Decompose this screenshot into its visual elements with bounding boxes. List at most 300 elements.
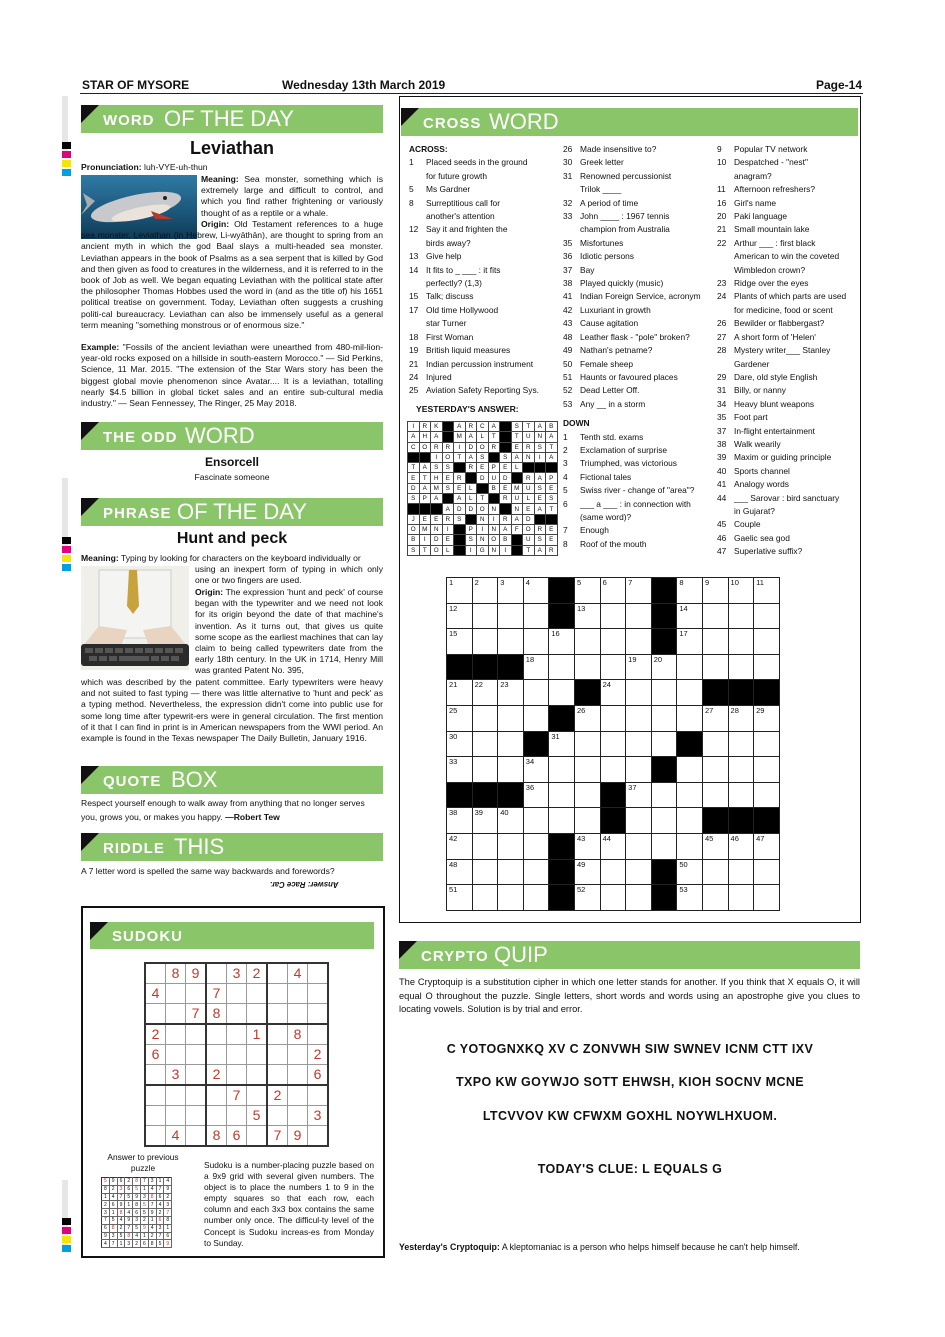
yesterday-cell: R xyxy=(442,442,454,452)
color-swatch xyxy=(62,151,71,158)
sudoku-cell[interactable] xyxy=(288,1045,308,1065)
sudoku-cell[interactable] xyxy=(186,984,207,1004)
crossword-cell[interactable]: 44 xyxy=(600,833,626,859)
crossword-cell[interactable] xyxy=(498,885,524,911)
crossword-cell[interactable] xyxy=(626,885,652,911)
sudoku-cell[interactable] xyxy=(227,1045,247,1065)
odd-banner-b: WORD xyxy=(185,423,255,448)
sudoku-cell[interactable]: 2 xyxy=(145,1024,166,1045)
sudoku-cell[interactable] xyxy=(308,984,329,1004)
crossword-cell[interactable]: 18 xyxy=(523,654,549,680)
crossword-cell[interactable] xyxy=(472,885,498,911)
crossword-cell[interactable] xyxy=(549,757,575,783)
crossword-cell[interactable] xyxy=(549,578,575,604)
clue-item: 46 Gaelic sea god xyxy=(717,532,790,543)
crossword-cell[interactable] xyxy=(754,629,780,655)
crossword-cell[interactable] xyxy=(574,654,600,680)
crossword-cell[interactable] xyxy=(651,782,677,808)
sudoku-cell[interactable] xyxy=(145,1065,166,1086)
sudoku-cell[interactable] xyxy=(206,1085,227,1106)
crossword-cell[interactable]: 29 xyxy=(754,705,780,731)
crossword-cell[interactable]: 8 xyxy=(677,578,703,604)
crossword-cell[interactable] xyxy=(677,705,703,731)
yesterday-cell: N xyxy=(488,504,500,514)
sudoku-prev-cell: 3 xyxy=(102,1209,110,1217)
sudoku-cell[interactable] xyxy=(145,1106,166,1126)
crossword-cell[interactable]: 28 xyxy=(728,705,754,731)
sudoku-cell[interactable] xyxy=(166,1045,186,1065)
sudoku-cell[interactable]: 7 xyxy=(186,1004,207,1025)
crossword-cell[interactable] xyxy=(549,782,575,808)
sudoku-cell[interactable] xyxy=(206,1045,227,1065)
yesterday-cell: P xyxy=(465,524,477,534)
yesterday-cell: U xyxy=(523,483,535,493)
crossword-cell[interactable] xyxy=(626,680,652,706)
sudoku-cell[interactable] xyxy=(145,963,166,984)
crossword-cell[interactable] xyxy=(574,731,600,757)
sudoku-cell[interactable]: 8 xyxy=(166,963,186,984)
crossword-cell[interactable] xyxy=(626,833,652,859)
crossword-cell[interactable] xyxy=(498,757,524,783)
crossword-cell[interactable] xyxy=(702,603,728,629)
yesterday-cell: R xyxy=(465,422,477,432)
sudoku-cell[interactable] xyxy=(308,1004,329,1025)
crossword-cell[interactable] xyxy=(651,705,677,731)
crossword-cell[interactable] xyxy=(549,808,575,834)
clue-item: 6 ___ a ___ : in connection with xyxy=(563,498,691,509)
sudoku-cell[interactable] xyxy=(186,1024,207,1045)
crossword-cell[interactable]: 48 xyxy=(447,859,473,885)
crossword-grid[interactable] xyxy=(446,577,780,911)
crossword-cell[interactable] xyxy=(626,629,652,655)
crossword-cell[interactable]: 6 xyxy=(600,578,626,604)
crossword-cell[interactable] xyxy=(702,757,728,783)
crossword-cell[interactable] xyxy=(728,603,754,629)
crossword-cell[interactable]: 10 xyxy=(728,578,754,604)
sudoku-cell[interactable] xyxy=(308,1024,329,1045)
crossword-cell[interactable] xyxy=(677,833,703,859)
crossword-cell[interactable]: 40 xyxy=(498,808,524,834)
sudoku-cell[interactable] xyxy=(186,1045,207,1065)
crossword-cell[interactable] xyxy=(549,603,575,629)
clue-item: 50 Female sheep xyxy=(563,358,634,369)
crossword-cell[interactable] xyxy=(728,782,754,808)
crossword-cell[interactable] xyxy=(651,680,677,706)
crossword-cell[interactable]: 4 xyxy=(523,578,549,604)
yesterday-cell: H xyxy=(431,473,443,483)
sudoku-prev-cell: 5 xyxy=(117,1232,125,1240)
crossword-cell[interactable] xyxy=(600,859,626,885)
crossword-cell[interactable]: 50 xyxy=(677,859,703,885)
sudoku-cell[interactable]: 8 xyxy=(206,1004,227,1025)
crossword-cell[interactable] xyxy=(677,757,703,783)
crossword-cell[interactable] xyxy=(472,654,498,680)
sudoku-cell[interactable]: 8 xyxy=(288,1024,308,1045)
yesterday-cell: D xyxy=(408,483,420,493)
sudoku-cell[interactable] xyxy=(166,1024,186,1045)
crossword-cell[interactable] xyxy=(702,654,728,680)
crossword-cell[interactable]: 34 xyxy=(523,757,549,783)
crossword-cell[interactable]: 15 xyxy=(447,629,473,655)
sudoku-cell[interactable] xyxy=(166,1106,186,1126)
crossword-cell[interactable] xyxy=(498,654,524,680)
yesterday-cell: A xyxy=(465,452,477,462)
crossword-cell[interactable] xyxy=(600,629,626,655)
crossword-cell[interactable] xyxy=(626,859,652,885)
clue-item: 53 Any __ in a storm xyxy=(563,398,646,409)
sudoku-cell[interactable] xyxy=(247,1004,268,1025)
sudoku-cell[interactable] xyxy=(288,1085,308,1106)
crossword-cell[interactable] xyxy=(626,705,652,731)
sudoku-cell[interactable] xyxy=(186,1085,207,1106)
clue-item: anagram? xyxy=(734,170,772,181)
crossword-cell[interactable] xyxy=(651,578,677,604)
yesterday-cell: E xyxy=(408,473,420,483)
crossword-cell[interactable]: 52 xyxy=(574,885,600,911)
crossword-cell[interactable] xyxy=(549,680,575,706)
crossword-cell[interactable] xyxy=(651,808,677,834)
sudoku-cell[interactable]: 1 xyxy=(247,1024,268,1045)
crossword-cell[interactable]: 31 xyxy=(549,731,575,757)
crossword-cell[interactable] xyxy=(651,885,677,911)
crossword-cell[interactable] xyxy=(754,603,780,629)
crossword-cell[interactable] xyxy=(677,654,703,680)
crossword-cell[interactable] xyxy=(754,680,780,706)
crossword-cell[interactable]: 24 xyxy=(600,680,626,706)
sudoku-cell[interactable] xyxy=(206,963,227,984)
crossword-cell[interactable] xyxy=(472,603,498,629)
sudoku-cell[interactable] xyxy=(186,1126,207,1147)
sudoku-cell[interactable] xyxy=(206,1106,227,1126)
crossword-cell[interactable] xyxy=(472,859,498,885)
crossword-cell[interactable] xyxy=(754,757,780,783)
crossword-cell[interactable] xyxy=(574,782,600,808)
crossword-cell[interactable] xyxy=(626,603,652,629)
paper-name: STAR OF MYSORE xyxy=(82,78,190,92)
clue-item: 8 Surreptitious call for xyxy=(409,197,501,208)
sudoku-cell[interactable]: 4 xyxy=(145,984,166,1004)
crossword-cell[interactable]: 37 xyxy=(626,782,652,808)
sudoku-cell[interactable] xyxy=(145,1004,166,1025)
crossword-cell[interactable]: 42 xyxy=(447,833,473,859)
crossword-cell[interactable] xyxy=(523,705,549,731)
sudoku-cell[interactable] xyxy=(267,1004,288,1025)
crossword-cell[interactable]: 30 xyxy=(447,731,473,757)
crossword-cell[interactable] xyxy=(523,603,549,629)
crossword-cell[interactable]: 17 xyxy=(677,629,703,655)
crossword-cell[interactable] xyxy=(523,629,549,655)
crossword-cell[interactable] xyxy=(651,629,677,655)
crossword-cell[interactable] xyxy=(651,757,677,783)
crossword-cell[interactable] xyxy=(549,705,575,731)
crossword-cell[interactable] xyxy=(754,859,780,885)
clue-item: 3 Triumphed, was victorious xyxy=(563,458,677,469)
crossword-cell[interactable] xyxy=(600,705,626,731)
sudoku-cell[interactable] xyxy=(166,1004,186,1025)
sudoku-cell[interactable] xyxy=(186,1065,207,1086)
crossword-cell[interactable] xyxy=(600,885,626,911)
sudoku-cell[interactable]: 2 xyxy=(308,1045,329,1065)
crossword-cell[interactable] xyxy=(651,603,677,629)
sudoku-cell[interactable] xyxy=(166,1085,186,1106)
sudoku-cell[interactable]: 5 xyxy=(247,1106,268,1126)
crossword-cell[interactable]: 26 xyxy=(574,705,600,731)
sudoku-cell[interactable]: 2 xyxy=(206,1065,227,1086)
crossword-cell[interactable] xyxy=(600,808,626,834)
crossword-cell[interactable]: 7 xyxy=(626,578,652,604)
sudoku-cell[interactable] xyxy=(206,1024,227,1045)
sudoku-cell[interactable] xyxy=(227,1004,247,1025)
crossword-cell[interactable] xyxy=(498,859,524,885)
crossword-cell[interactable] xyxy=(447,654,473,680)
crossword-cell[interactable] xyxy=(728,680,754,706)
crossword-cell[interactable] xyxy=(626,808,652,834)
crossword-cell[interactable] xyxy=(600,757,626,783)
crossword-cell[interactable] xyxy=(523,808,549,834)
crossword-cell[interactable] xyxy=(472,731,498,757)
crossword-cell[interactable] xyxy=(574,680,600,706)
crossword-cell[interactable] xyxy=(472,629,498,655)
sudoku-cell[interactable] xyxy=(308,963,329,984)
crossword-cell[interactable] xyxy=(600,731,626,757)
sudoku-cell[interactable] xyxy=(145,1126,166,1147)
crossword-cell[interactable] xyxy=(574,808,600,834)
crossword-cell[interactable] xyxy=(728,654,754,680)
crossword-cell[interactable]: 16 xyxy=(549,629,575,655)
crossword-cell[interactable]: 38 xyxy=(447,808,473,834)
sudoku-prev-cell: 9 xyxy=(117,1201,125,1209)
crossword-cell[interactable] xyxy=(549,833,575,859)
sudoku-cell[interactable] xyxy=(227,1065,247,1086)
sudoku-cell[interactable]: 6 xyxy=(308,1065,329,1086)
sudoku-cell[interactable]: 3 xyxy=(308,1106,329,1126)
crossword-cell[interactable] xyxy=(754,808,780,834)
sudoku-cell[interactable] xyxy=(227,984,247,1004)
crossword-cell[interactable] xyxy=(472,757,498,783)
crossword-cell[interactable] xyxy=(574,757,600,783)
sudoku-cell[interactable]: 9 xyxy=(186,963,207,984)
clue-item: 36 Idiotic persons xyxy=(563,251,634,262)
sudoku-cell[interactable]: 6 xyxy=(227,1126,247,1147)
color-swatch xyxy=(62,546,71,553)
sudoku-cell[interactable] xyxy=(267,1106,288,1126)
crossword-cell[interactable]: 19 xyxy=(626,654,652,680)
crossword-cell[interactable] xyxy=(498,629,524,655)
sudoku-cell[interactable] xyxy=(288,1065,308,1086)
sudoku-cell[interactable]: 4 xyxy=(166,1126,186,1147)
crossword-cell[interactable] xyxy=(702,629,728,655)
yesterday-cell: A xyxy=(534,473,546,483)
crossword-cell[interactable]: 22 xyxy=(472,680,498,706)
clue-item: 37 In-flight entertainment xyxy=(717,425,816,436)
crossword-cell[interactable] xyxy=(702,782,728,808)
crossword-cell[interactable]: 20 xyxy=(651,654,677,680)
crossword-cell[interactable]: 21 xyxy=(447,680,473,706)
crossword-cell[interactable]: 23 xyxy=(498,680,524,706)
sudoku-cell[interactable] xyxy=(308,1126,329,1147)
sudoku-cell[interactable] xyxy=(267,1045,288,1065)
potd-phrase: Hunt and peck xyxy=(176,530,288,547)
crossword-cell[interactable] xyxy=(677,731,703,757)
crossword-cell[interactable] xyxy=(574,629,600,655)
crossword-cell[interactable] xyxy=(754,885,780,911)
crossword-cell[interactable] xyxy=(754,782,780,808)
sudoku-cell[interactable]: 7 xyxy=(206,984,227,1004)
sudoku-cell[interactable]: 8 xyxy=(206,1126,227,1147)
crossword-cell[interactable]: 39 xyxy=(472,808,498,834)
crossword-cell[interactable] xyxy=(728,885,754,911)
clue-item: 32 A period of time xyxy=(563,197,639,208)
sudoku-cell[interactable]: 6 xyxy=(145,1045,166,1065)
sudoku-cell[interactable] xyxy=(267,984,288,1004)
crossword-cell[interactable] xyxy=(472,833,498,859)
crossword-cell[interactable]: 5 xyxy=(574,578,600,604)
sudoku-prev-cell: 9 xyxy=(164,1185,172,1193)
crossword-cell[interactable] xyxy=(728,731,754,757)
sudoku-cell[interactable] xyxy=(145,1085,166,1106)
crossword-cell[interactable]: 11 xyxy=(754,578,780,604)
sudoku-cell[interactable] xyxy=(247,1126,268,1147)
crossword-cell[interactable] xyxy=(677,680,703,706)
crossword-cell[interactable] xyxy=(702,808,728,834)
sudoku-cell[interactable] xyxy=(267,1065,288,1086)
cryptoquip-line-3: LTCVVOV KW CFWXM GOXHL NOYWLHXUOM. xyxy=(482,1109,778,1123)
sudoku-cell[interactable] xyxy=(247,984,268,1004)
sudoku-cell[interactable]: 9 xyxy=(288,1126,308,1147)
crossword-cell[interactable] xyxy=(523,731,549,757)
crossword-cell[interactable]: 14 xyxy=(677,603,703,629)
sudoku-cell[interactable]: 3 xyxy=(227,963,247,984)
clue-item: 2 Exclamation of surprise xyxy=(563,444,668,455)
sudoku-prev-cell: 5 xyxy=(102,1178,110,1186)
yesterday-cell xyxy=(534,514,546,524)
crossword-cell[interactable] xyxy=(498,603,524,629)
crossword-cell[interactable] xyxy=(626,731,652,757)
yesterday-cell: E xyxy=(454,483,466,493)
sudoku-prev-cell: 2 xyxy=(102,1201,110,1209)
crossword-cell[interactable] xyxy=(728,808,754,834)
crossword-cell[interactable]: 27 xyxy=(702,705,728,731)
crossword-cell[interactable] xyxy=(600,782,626,808)
crossword-cell[interactable] xyxy=(498,833,524,859)
crossword-cell[interactable] xyxy=(549,885,575,911)
crossword-cell[interactable]: 12 xyxy=(447,603,473,629)
crossword-cell[interactable] xyxy=(754,731,780,757)
crossword-cell[interactable] xyxy=(447,782,473,808)
sudoku-prev-cell: 7 xyxy=(156,1232,164,1240)
sudoku-cell[interactable]: 7 xyxy=(227,1085,247,1106)
crossword-cell[interactable]: 3 xyxy=(498,578,524,604)
crossword-cell[interactable] xyxy=(651,731,677,757)
crossword-cell[interactable]: 43 xyxy=(574,833,600,859)
crossword-cell[interactable] xyxy=(702,680,728,706)
crossword-cell[interactable] xyxy=(677,808,703,834)
sudoku-cell[interactable]: 2 xyxy=(267,1085,288,1106)
sudoku-cell[interactable] xyxy=(308,1085,329,1106)
crossword-cell[interactable] xyxy=(754,654,780,680)
crossword-cell[interactable] xyxy=(523,859,549,885)
sudoku-cell[interactable]: 3 xyxy=(166,1065,186,1086)
sudoku-cell[interactable] xyxy=(288,1106,308,1126)
sudoku-cell[interactable] xyxy=(186,1106,207,1126)
sudoku-cell[interactable] xyxy=(288,1004,308,1025)
crossword-cell[interactable]: 13 xyxy=(574,603,600,629)
sudoku-cell[interactable]: 2 xyxy=(247,963,268,984)
crossword-cell[interactable] xyxy=(702,885,728,911)
crossword-cell[interactable] xyxy=(472,782,498,808)
crossword-cell[interactable] xyxy=(728,629,754,655)
crossword-cell[interactable]: 1 xyxy=(447,578,473,604)
clue-item: 24 Plants of which parts are used xyxy=(717,291,847,302)
crossword-cell[interactable] xyxy=(702,859,728,885)
crossword-cell[interactable]: 51 xyxy=(447,885,473,911)
sudoku-cell[interactable] xyxy=(247,1045,268,1065)
crossword-cell[interactable] xyxy=(677,782,703,808)
sudoku-cell[interactable]: 7 xyxy=(267,1126,288,1147)
crossword-cell[interactable] xyxy=(523,680,549,706)
crossword-cell[interactable]: 45 xyxy=(702,833,728,859)
crossword-cell[interactable] xyxy=(600,654,626,680)
crossword-cell[interactable]: 53 xyxy=(677,885,703,911)
crossword-cell[interactable]: 36 xyxy=(523,782,549,808)
crossword-cell[interactable] xyxy=(498,731,524,757)
sudoku-cell[interactable] xyxy=(288,984,308,1004)
clue-item: 5 Swiss river - change of "area"? xyxy=(563,485,695,496)
crossword-cell[interactable] xyxy=(702,731,728,757)
yesterday-cell: E xyxy=(442,473,454,483)
sudoku-cell[interactable] xyxy=(267,1024,288,1045)
sudoku-prev-cell: 6 xyxy=(109,1201,117,1209)
crossword-cell[interactable] xyxy=(498,705,524,731)
clue-item: 31 Billy, or nanny xyxy=(717,385,786,396)
sudoku-cell[interactable] xyxy=(247,1065,268,1086)
crossword-cell[interactable] xyxy=(523,885,549,911)
crossword-cell[interactable] xyxy=(549,859,575,885)
crossword-cell[interactable]: 9 xyxy=(702,578,728,604)
crossword-cell[interactable]: 49 xyxy=(574,859,600,885)
yesterday-cell: E xyxy=(546,524,558,534)
sudoku-grid[interactable] xyxy=(144,962,329,1147)
crossword-cell[interactable]: 46 xyxy=(728,833,754,859)
clue-item: 11 Afternoon refreshers? xyxy=(717,184,816,195)
crossword-cell[interactable]: 2 xyxy=(472,578,498,604)
yesterday-cell: S xyxy=(442,463,454,473)
crossword-cell[interactable] xyxy=(472,705,498,731)
crossword-cell[interactable] xyxy=(600,603,626,629)
crossword-cell[interactable]: 25 xyxy=(447,705,473,731)
crossword-cell[interactable] xyxy=(523,833,549,859)
crossword-cell[interactable]: 47 xyxy=(754,833,780,859)
crossword-cell[interactable] xyxy=(728,757,754,783)
crossword-cell[interactable] xyxy=(651,859,677,885)
sudoku-cell[interactable] xyxy=(227,1024,247,1045)
sudoku-cell[interactable] xyxy=(166,984,186,1004)
sudoku-cell[interactable] xyxy=(267,963,288,984)
crossword-cell[interactable]: 33 xyxy=(447,757,473,783)
sudoku-cell[interactable] xyxy=(227,1106,247,1126)
yesterday-cell: I xyxy=(408,422,420,432)
crossword-cell[interactable] xyxy=(498,782,524,808)
sudoku-cell[interactable] xyxy=(247,1085,268,1106)
yesterday-cell xyxy=(431,504,443,514)
sudoku-cell[interactable]: 4 xyxy=(288,963,308,984)
yesterday-cell: A xyxy=(454,422,466,432)
crossword-cell[interactable] xyxy=(626,757,652,783)
crossword-cell[interactable] xyxy=(549,654,575,680)
crossword-cell[interactable] xyxy=(728,859,754,885)
crossword-cell[interactable] xyxy=(651,833,677,859)
yesterday-cell: D xyxy=(465,442,477,452)
